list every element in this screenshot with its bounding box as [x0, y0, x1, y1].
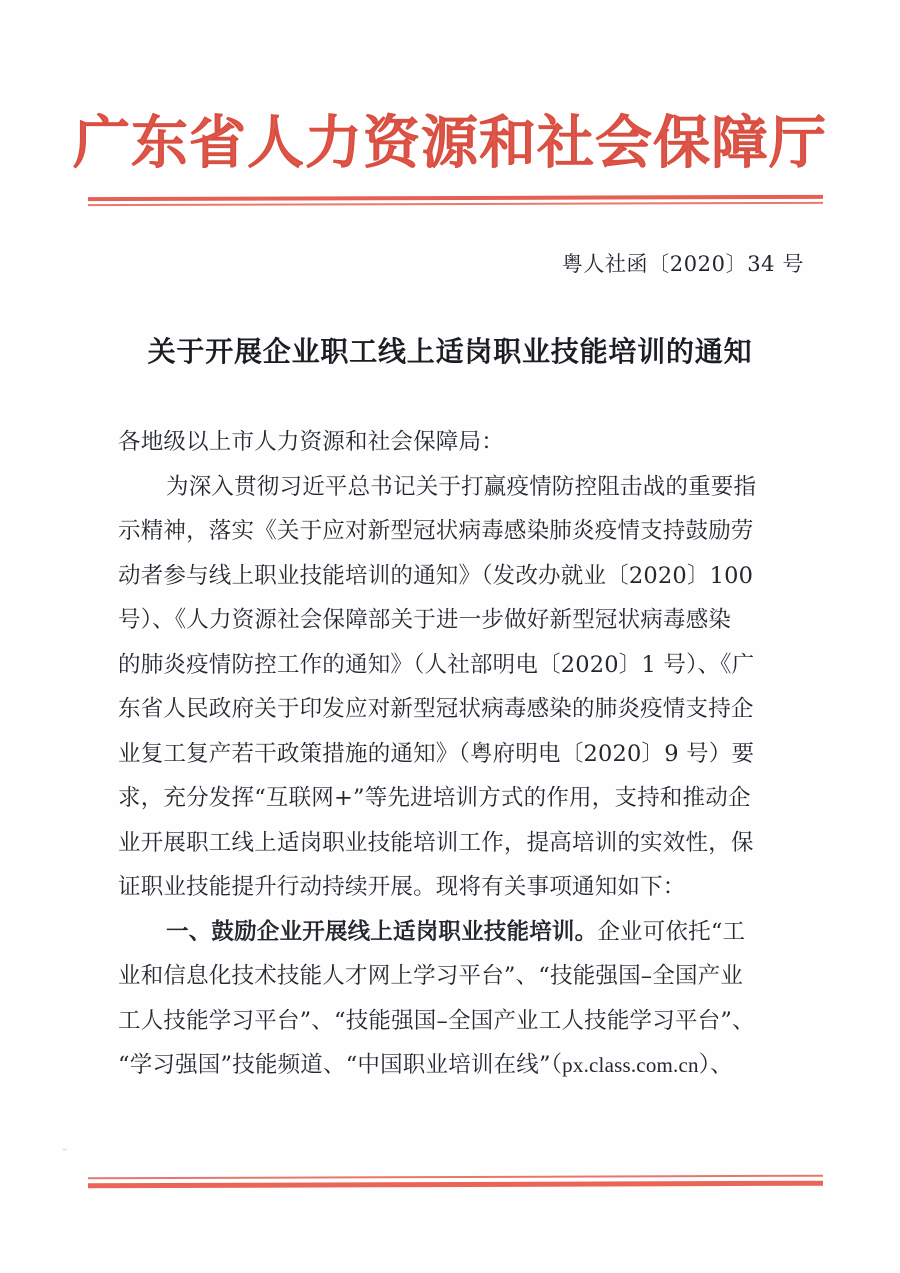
- body-paragraph-line: 号）、《人力资源社会保障部关于进一步做好新型冠状病毒感染: [118, 607, 732, 633]
- body-paragraph-line: 东省人民政府关于印发应对新型冠状病毒感染的肺炎疫情支持企: [118, 696, 754, 722]
- letterhead-divider-rule: [88, 195, 823, 206]
- document-number: 粤人社函〔2020〕34 号: [561, 252, 804, 276]
- section-one-line: 业和信息化技术技能人才网上学习平台”、“技能强国–全国产业: [118, 963, 744, 989]
- body-paragraph-line: 示精神，落实《关于应对新型冠状病毒感染肺炎疫情支持鼓励劳: [118, 518, 754, 544]
- body-paragraph-line: 业复工复产若干政策措施的通知》（粤府明电〔2020〕9 号）要: [118, 740, 755, 767]
- scan-artifact: [62, 1148, 67, 1151]
- document-title: 关于开展企业职工线上适岗职业技能培训的通知: [147, 335, 753, 368]
- body-paragraph-line: 求，充分发挥“互联网+”等先进培训方式的作用，支持和推动企: [118, 785, 751, 811]
- section-one-heading-continuation: 企业可依托“工: [597, 918, 746, 945]
- footer-divider-rule: [88, 1175, 823, 1188]
- body-paragraph-line: 的肺炎疫情防控工作的通知》（人社部明电〔2020〕1 号）、《广: [118, 651, 755, 678]
- training-platform-url: px.class.com.cn: [562, 1053, 699, 1077]
- document-body: [118, 420, 808, 1088]
- section-one-last-line: [118, 1043, 808, 1088]
- body-paragraph-line: 为深入贯彻习近平总书记关于打赢疫情防控阻击战的重要指: [166, 473, 757, 500]
- body-paragraph-line: 证职业技能提升行动持续开展。现将有关事项通知如下：: [118, 874, 686, 900]
- body-paragraph-line: 业开展职工线上适岗职业技能培训工作，提高培训的实效性，保: [118, 829, 754, 856]
- section-one-last-line-suffix: ）、: [698, 1052, 733, 1078]
- body-paragraph-line: 动者参与线上职业技能培训的通知》（发改办就业〔2020〕100: [118, 562, 754, 589]
- letterhead-organization-name: 广东省人力资源和社会保障厅: [73, 109, 827, 176]
- letterhead: [0, 109, 900, 176]
- salutation: 各地级以上市人力资源和社会保障局：: [118, 429, 504, 455]
- section-one-first-line: [118, 910, 808, 955]
- section-one-line: 工人技能学习平台”、“技能强国–全国产业工人技能学习平台”、: [118, 1007, 755, 1034]
- section-one-last-line-prefix: “学习强国”技能频道、“中国职业培训在线”（: [118, 1052, 563, 1078]
- section-one-heading: 一、鼓励企业开展线上适岗职业技能培训。: [166, 918, 598, 945]
